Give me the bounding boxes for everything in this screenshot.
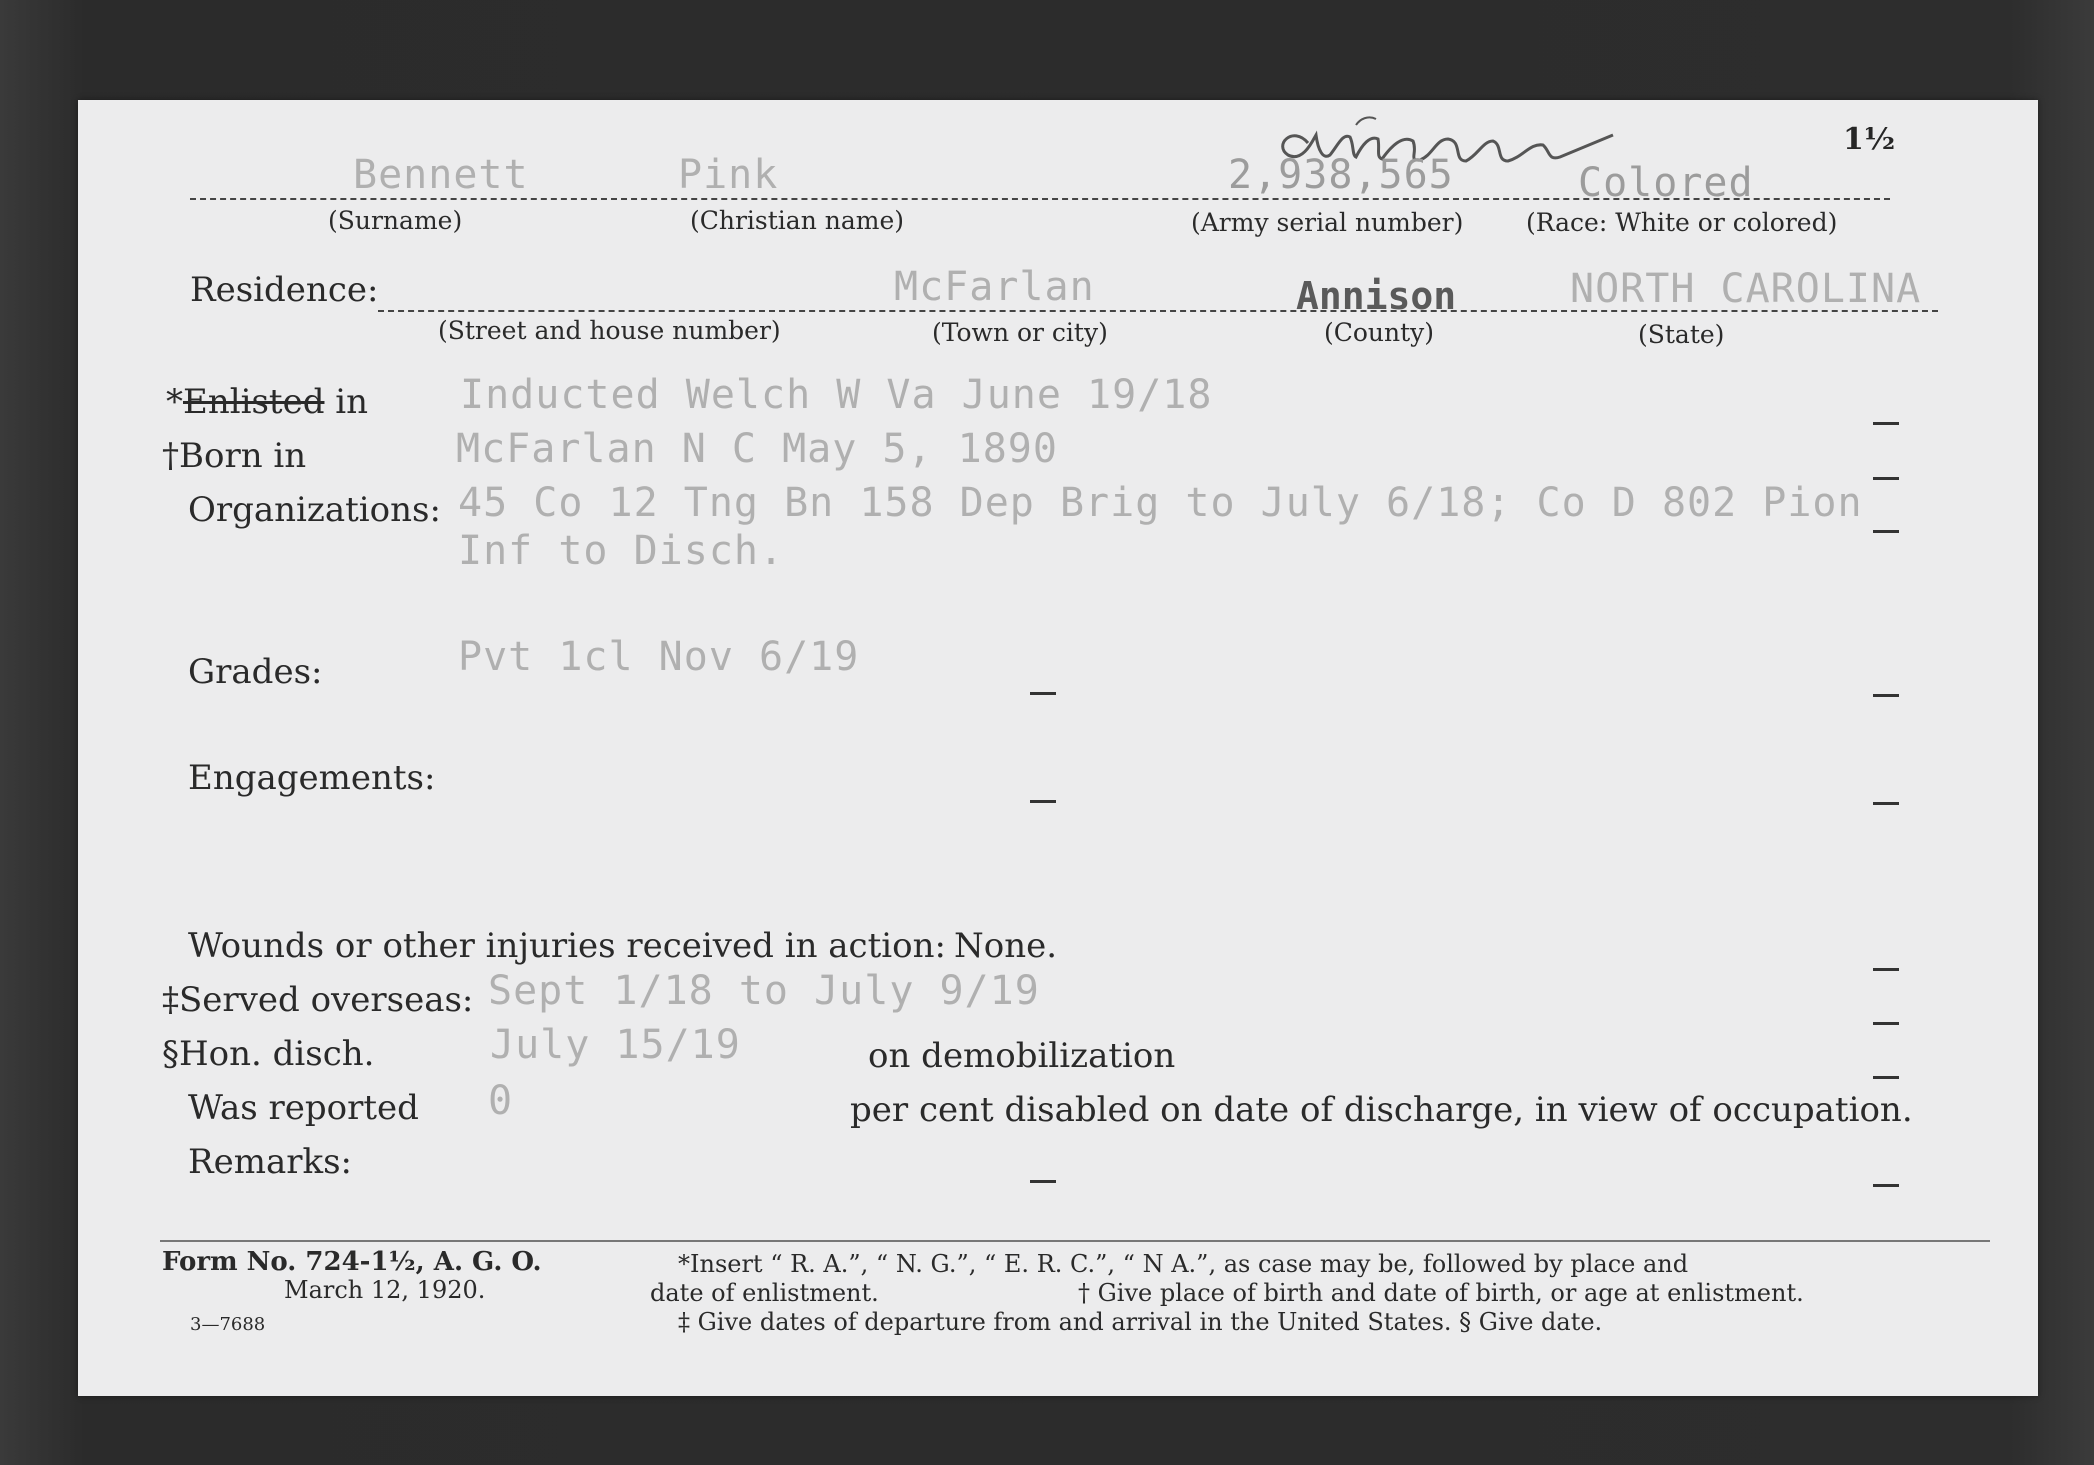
service-record-card — [78, 100, 2038, 1396]
margin-tick — [1873, 477, 1899, 480]
margin-tick — [1873, 694, 1899, 697]
street-caption: (Street and house number) — [438, 316, 781, 345]
dagger-mark: † — [162, 436, 179, 476]
footnote-2: † Give place of birth and date of birth, or age at enlistment. — [1078, 1279, 1804, 1307]
discharge-date-value: July 15/19 — [490, 1022, 741, 1068]
corner-mark: 1½ — [1843, 122, 1896, 157]
residence-town-value: McFarlan — [894, 264, 1095, 310]
margin-tick — [1873, 1076, 1899, 1079]
state-caption: (State) — [1638, 320, 1725, 349]
discharge-label-text: Hon. disch. — [179, 1034, 375, 1074]
wounds-value: None. — [954, 926, 1058, 966]
serial-number-value: 2,938,565 — [1228, 152, 1454, 198]
overseas-value: Sept 1/18 to July 9/19 — [488, 968, 1040, 1014]
margin-tick — [1873, 1022, 1899, 1025]
discharge-label — [162, 1034, 374, 1074]
race-value: Colored — [1578, 160, 1754, 206]
christian-name-value: Pink — [678, 152, 779, 198]
form-number-text: Form No. 724-1½, A. G. O. — [162, 1247, 542, 1277]
surname-value: Bennett — [353, 152, 529, 198]
reported-value: 0 — [488, 1078, 514, 1124]
asterisk-mark: * — [166, 382, 183, 422]
enlisted-struck-word: Enlisted — [183, 382, 325, 422]
town-caption: (Town or city) — [932, 318, 1108, 347]
double-dagger-mark: ‡ — [162, 980, 179, 1020]
margin-tick — [1030, 1180, 1056, 1183]
engagements-label: Engagements: — [188, 758, 436, 798]
reported-text: per cent disabled on date of discharge, in view of occupation. — [850, 1090, 1913, 1130]
header-dashed-line — [190, 198, 1890, 200]
section-mark: § — [162, 1034, 179, 1074]
grades-label: Grades: — [188, 652, 323, 692]
margin-tick — [1873, 1184, 1899, 1187]
margin-tick — [1030, 800, 1056, 803]
born-value: McFarlan N C May 5, 1890 — [456, 426, 1058, 472]
residence-county-value: Annison — [1296, 274, 1457, 318]
form-date: March 12, 1920. — [284, 1276, 486, 1304]
enlisted-label — [166, 382, 368, 422]
residence-state-value: NORTH CAROLINA — [1570, 266, 1922, 312]
reported-label: Was reported — [188, 1088, 419, 1128]
surname-caption: (Surname) — [328, 206, 463, 235]
enlisted-value: Inducted Welch W Va June 19/18 — [460, 372, 1213, 418]
organizations-line-1: 45 Co 12 Tng Bn 158 Dep Brig to July 6/18; Co D 802 Pion — [458, 480, 1863, 526]
grades-value: Pvt 1cl Nov 6/19 — [458, 634, 860, 680]
remarks-label: Remarks: — [188, 1142, 352, 1182]
race-caption: (Race: White or colored) — [1526, 208, 1838, 237]
footnote-3: ‡ Give dates of departure from and arrival in the United States. § Give date. — [678, 1308, 1603, 1336]
born-label-text: Born in — [179, 436, 307, 476]
margin-tick — [1873, 968, 1899, 971]
christian-name-caption: (Christian name) — [690, 206, 905, 235]
footnote-1a: *Insert “ R. A.”, “ N. G.”, “ E. R. C.”, “ N A.”, as case may be, followed by place and — [678, 1250, 1689, 1278]
form-number — [162, 1248, 542, 1277]
footer-rule — [160, 1240, 1990, 1242]
margin-tick — [1873, 802, 1899, 805]
wounds-label: Wounds or other injuries received in action: — [188, 926, 946, 966]
residence-label: Residence: — [190, 270, 379, 310]
enlisted-in-word: in — [324, 382, 369, 422]
discharge-reason: on demobilization — [868, 1036, 1176, 1076]
organizations-line-2: Inf to Disch. — [458, 528, 785, 574]
margin-tick — [1873, 530, 1899, 533]
footnote-1b: date of enlistment. — [650, 1279, 879, 1307]
margin-tick — [1873, 422, 1899, 425]
overseas-label — [162, 980, 473, 1020]
born-label — [162, 436, 306, 476]
organizations-label: Organizations: — [188, 490, 441, 530]
county-caption: (County) — [1324, 318, 1435, 347]
print-code: 3—7688 — [190, 1314, 266, 1335]
margin-tick — [1030, 692, 1056, 695]
serial-number-caption: (Army serial number) — [1191, 208, 1464, 237]
overseas-label-text: Served overseas: — [179, 980, 474, 1020]
